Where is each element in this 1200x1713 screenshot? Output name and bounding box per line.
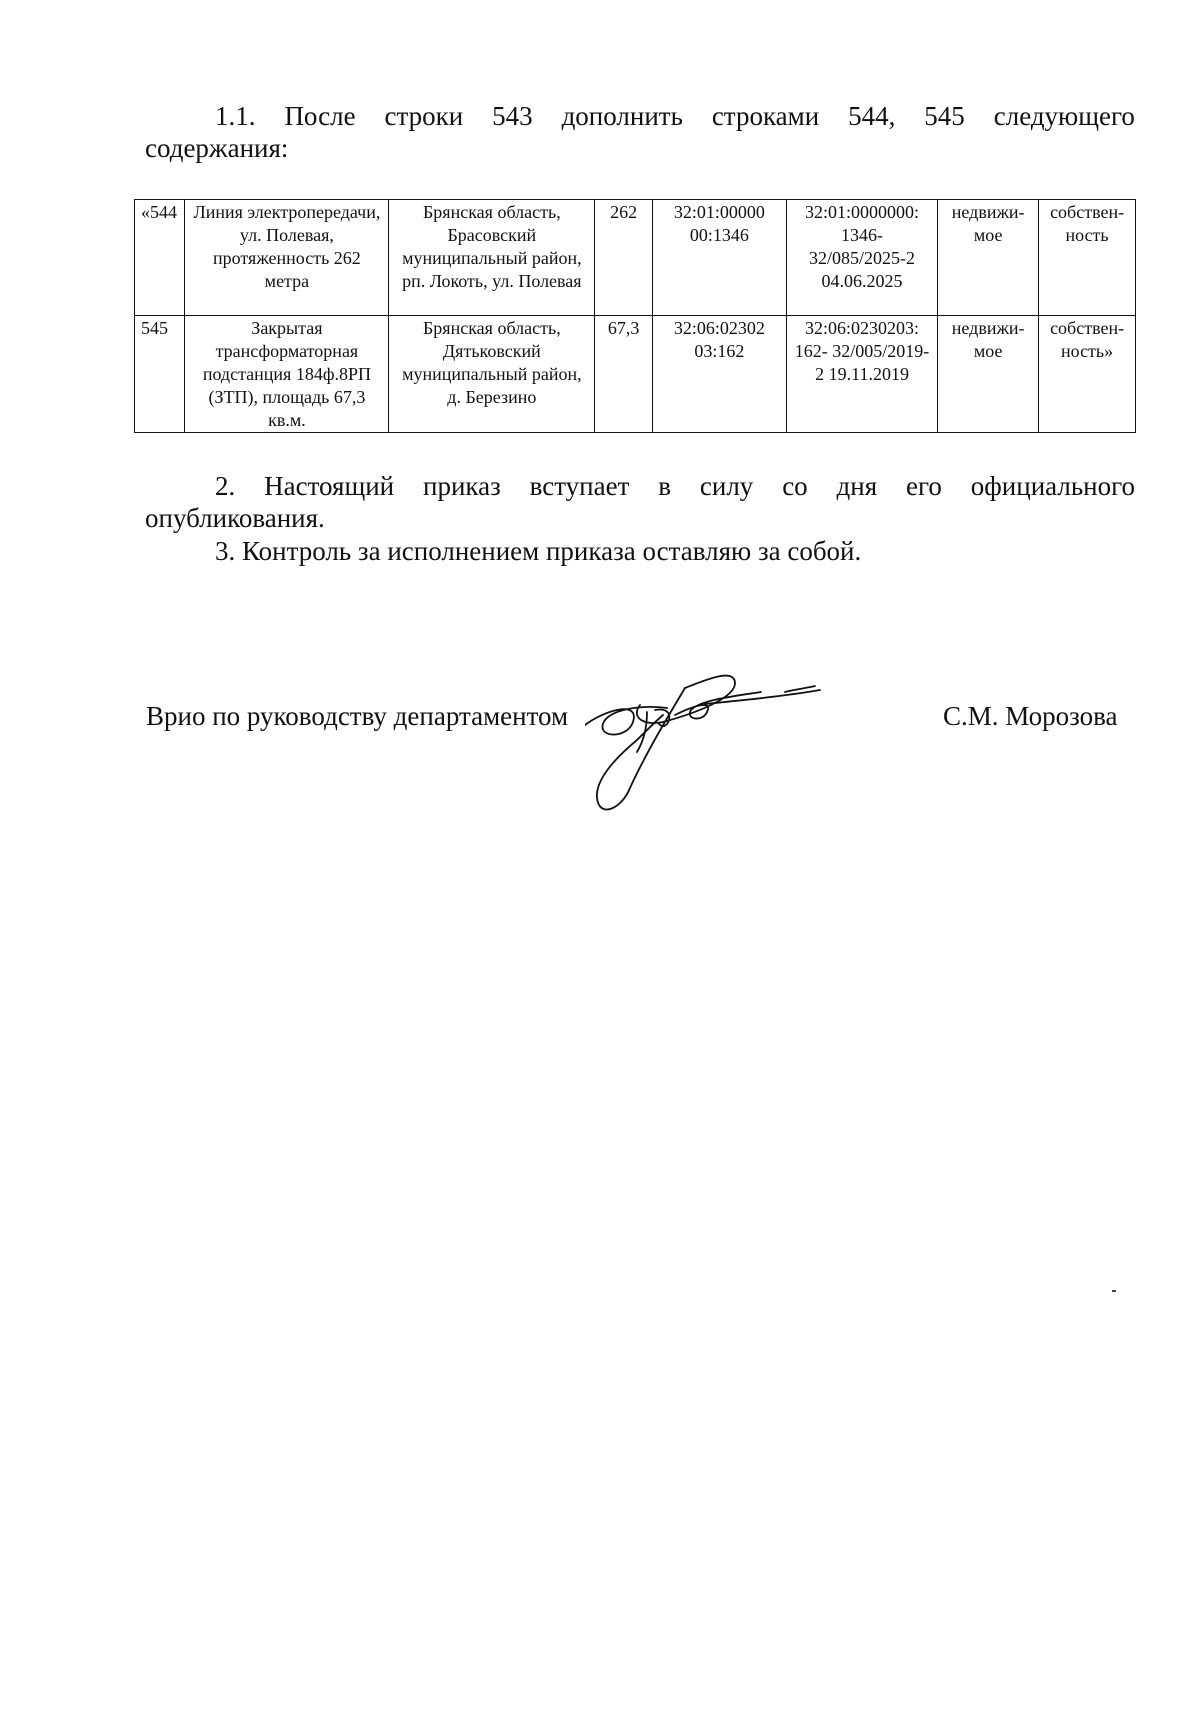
word: силу — [699, 471, 754, 501]
paragraph-2 — [145, 470, 1135, 534]
word: строками — [711, 101, 820, 131]
paragraph-3: 3. Контроль за исполнением приказа оставляю за собой. — [215, 536, 862, 566]
property-right: собствен- ность» — [1039, 316, 1136, 433]
word: 545 — [924, 101, 965, 131]
word: со — [782, 471, 808, 501]
registration-record: 32:06:0230203: 162- 32/005/2019-2 19.11.2019 — [786, 316, 937, 433]
word: 543 — [492, 101, 533, 131]
word: в — [658, 471, 672, 501]
word: 2. — [215, 471, 236, 501]
word: вступает — [529, 471, 630, 501]
word: следующего — [993, 101, 1135, 131]
word: строки — [384, 101, 464, 131]
signer-title: Врио по руководству департаментом — [146, 701, 569, 731]
row-number: 545 — [135, 316, 185, 433]
property-type: недвижи- мое — [938, 316, 1039, 433]
word: 544, — [848, 101, 896, 131]
word: официального — [970, 471, 1135, 501]
paragraph-1-line-1 — [145, 100, 1135, 132]
paragraph-2-line-2: опубликования. — [145, 503, 325, 533]
object-address: Брянская область, Брасовский муниципальный район, рп. Локоть, ул. Полевая — [389, 200, 595, 316]
word: его — [906, 471, 942, 501]
cadastral-number: 32:01:00000 00:1346 — [652, 200, 786, 316]
word: приказ — [423, 471, 501, 501]
paragraph-1 — [145, 100, 1135, 164]
word: дня — [836, 471, 878, 501]
paragraph-2-line-1 — [145, 470, 1135, 502]
word: 1.1. — [215, 101, 256, 131]
signer-name: С.М. Морозова — [943, 701, 1118, 731]
table-row — [135, 200, 1136, 316]
object-size: 67,3 — [595, 316, 653, 433]
object-size: 262 — [595, 200, 653, 316]
row-number: «544 — [135, 200, 185, 316]
word: После — [284, 101, 356, 131]
cadastral-number: 32:06:02302 03:162 — [652, 316, 786, 433]
object-name: Линия электропередачи, ул. Полевая, протяженность 262 метра — [185, 200, 389, 316]
word: дополнить — [561, 101, 683, 131]
paragraph-1-line-2: содержания: — [145, 133, 289, 163]
object-address: Брянская область, Дятьковский муниципальный район, д. Березино — [389, 316, 595, 433]
scan-dot — [1112, 1290, 1116, 1292]
handwritten-signature — [585, 670, 835, 820]
objects-table — [134, 199, 1136, 433]
registration-record: 32:01:0000000: 1346- 32/085/2025-2 04.06.2025 — [786, 200, 937, 316]
property-right: собствен- ность — [1039, 200, 1136, 316]
word: Настоящий — [264, 471, 395, 501]
object-name: Закрытая трансформаторная подстанция 184ф.8РП (ЗТП), площадь 67,3 кв.м. — [185, 316, 389, 433]
table-row — [135, 316, 1136, 433]
property-type: недвижи- мое — [938, 200, 1039, 316]
